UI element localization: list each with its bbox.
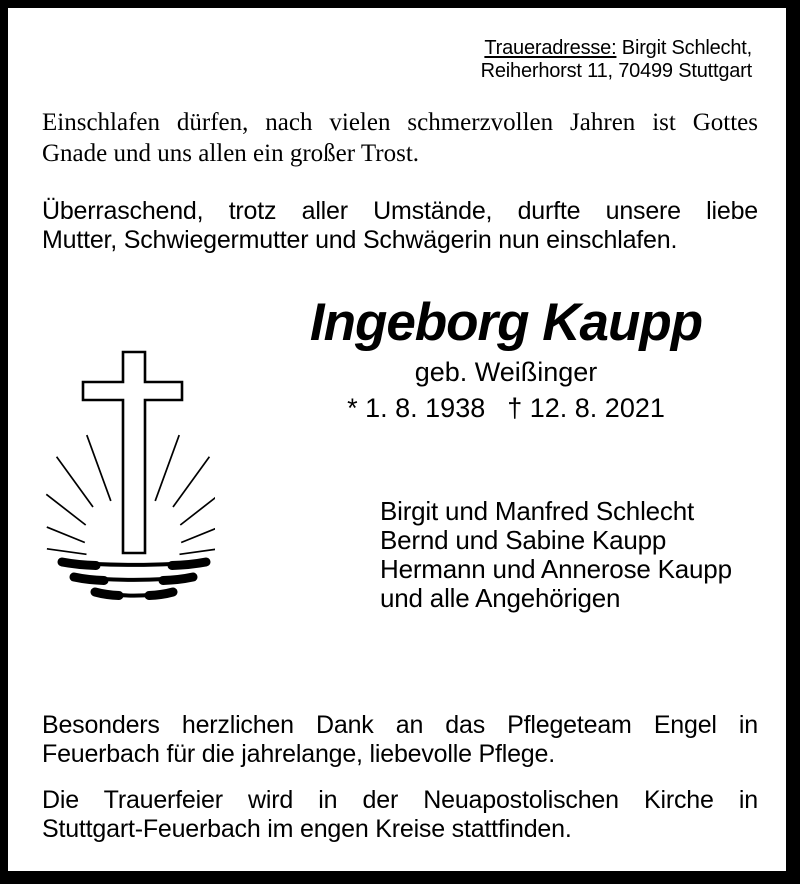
deceased-name: Ingeborg Kaupp [309,293,703,352]
birth-date: * 1. 8. 1938 [347,393,486,423]
mourners-list [380,497,732,613]
epigraph-line1: Einschlafen dürfen, nach vielen schmerzvollen Jahren ist Gottes [42,109,758,136]
cross-outline [83,352,182,553]
mourner-item: Birgit und Manfred Schlecht [380,496,694,526]
deceased-block [260,294,752,423]
mourning-address-name: Birgit Schlecht, [616,37,752,59]
death-date: † 12. 8. 2021 [507,393,665,423]
funeral-line1: Die Trauerfeier wird in der Neuapostolischen Kirche in [42,786,758,814]
notice-panel [8,8,786,871]
water-lines [62,562,206,596]
cross-with-rays-icon [45,350,215,600]
mourning-address [8,37,752,83]
thanks-text [42,711,758,769]
announcement-line2: Mutter, Schwiegermutter und Schwägerin nun einschlafen. [42,226,678,254]
announcement-text [42,197,758,255]
mourner-item: und alle Angehörigen [380,583,621,613]
mourning-address-line2: Reiherhorst 11, 70499 Stuttgart [480,60,752,82]
deceased-maiden-name: geb. Weißinger [414,357,598,387]
thanks-line1: Besonders herzlichen Dank an das Pflegeteam Engel in [42,711,758,739]
thanks-line2: Feuerbach für die jahrelange, liebevolle Pflege. [42,740,555,768]
epigraph [42,107,758,169]
funeral-info-text [42,786,758,844]
announcement-line1: Überraschend, trotz aller Umstände, durfte unsere liebe [42,197,758,225]
life-dates [260,393,752,423]
funeral-line2: Stuttgart-Feuerbach im engen Kreise stattfinden. [42,815,572,843]
mourning-address-line1 [8,37,752,60]
mourner-item: Bernd und Sabine Kaupp [380,525,667,555]
mourning-address-label: Traueradresse: [484,37,617,59]
epigraph-line2: Gnade und uns allen ein großer Trost. [42,140,420,167]
mourner-item: Hermann und Annerose Kaupp [380,554,732,584]
